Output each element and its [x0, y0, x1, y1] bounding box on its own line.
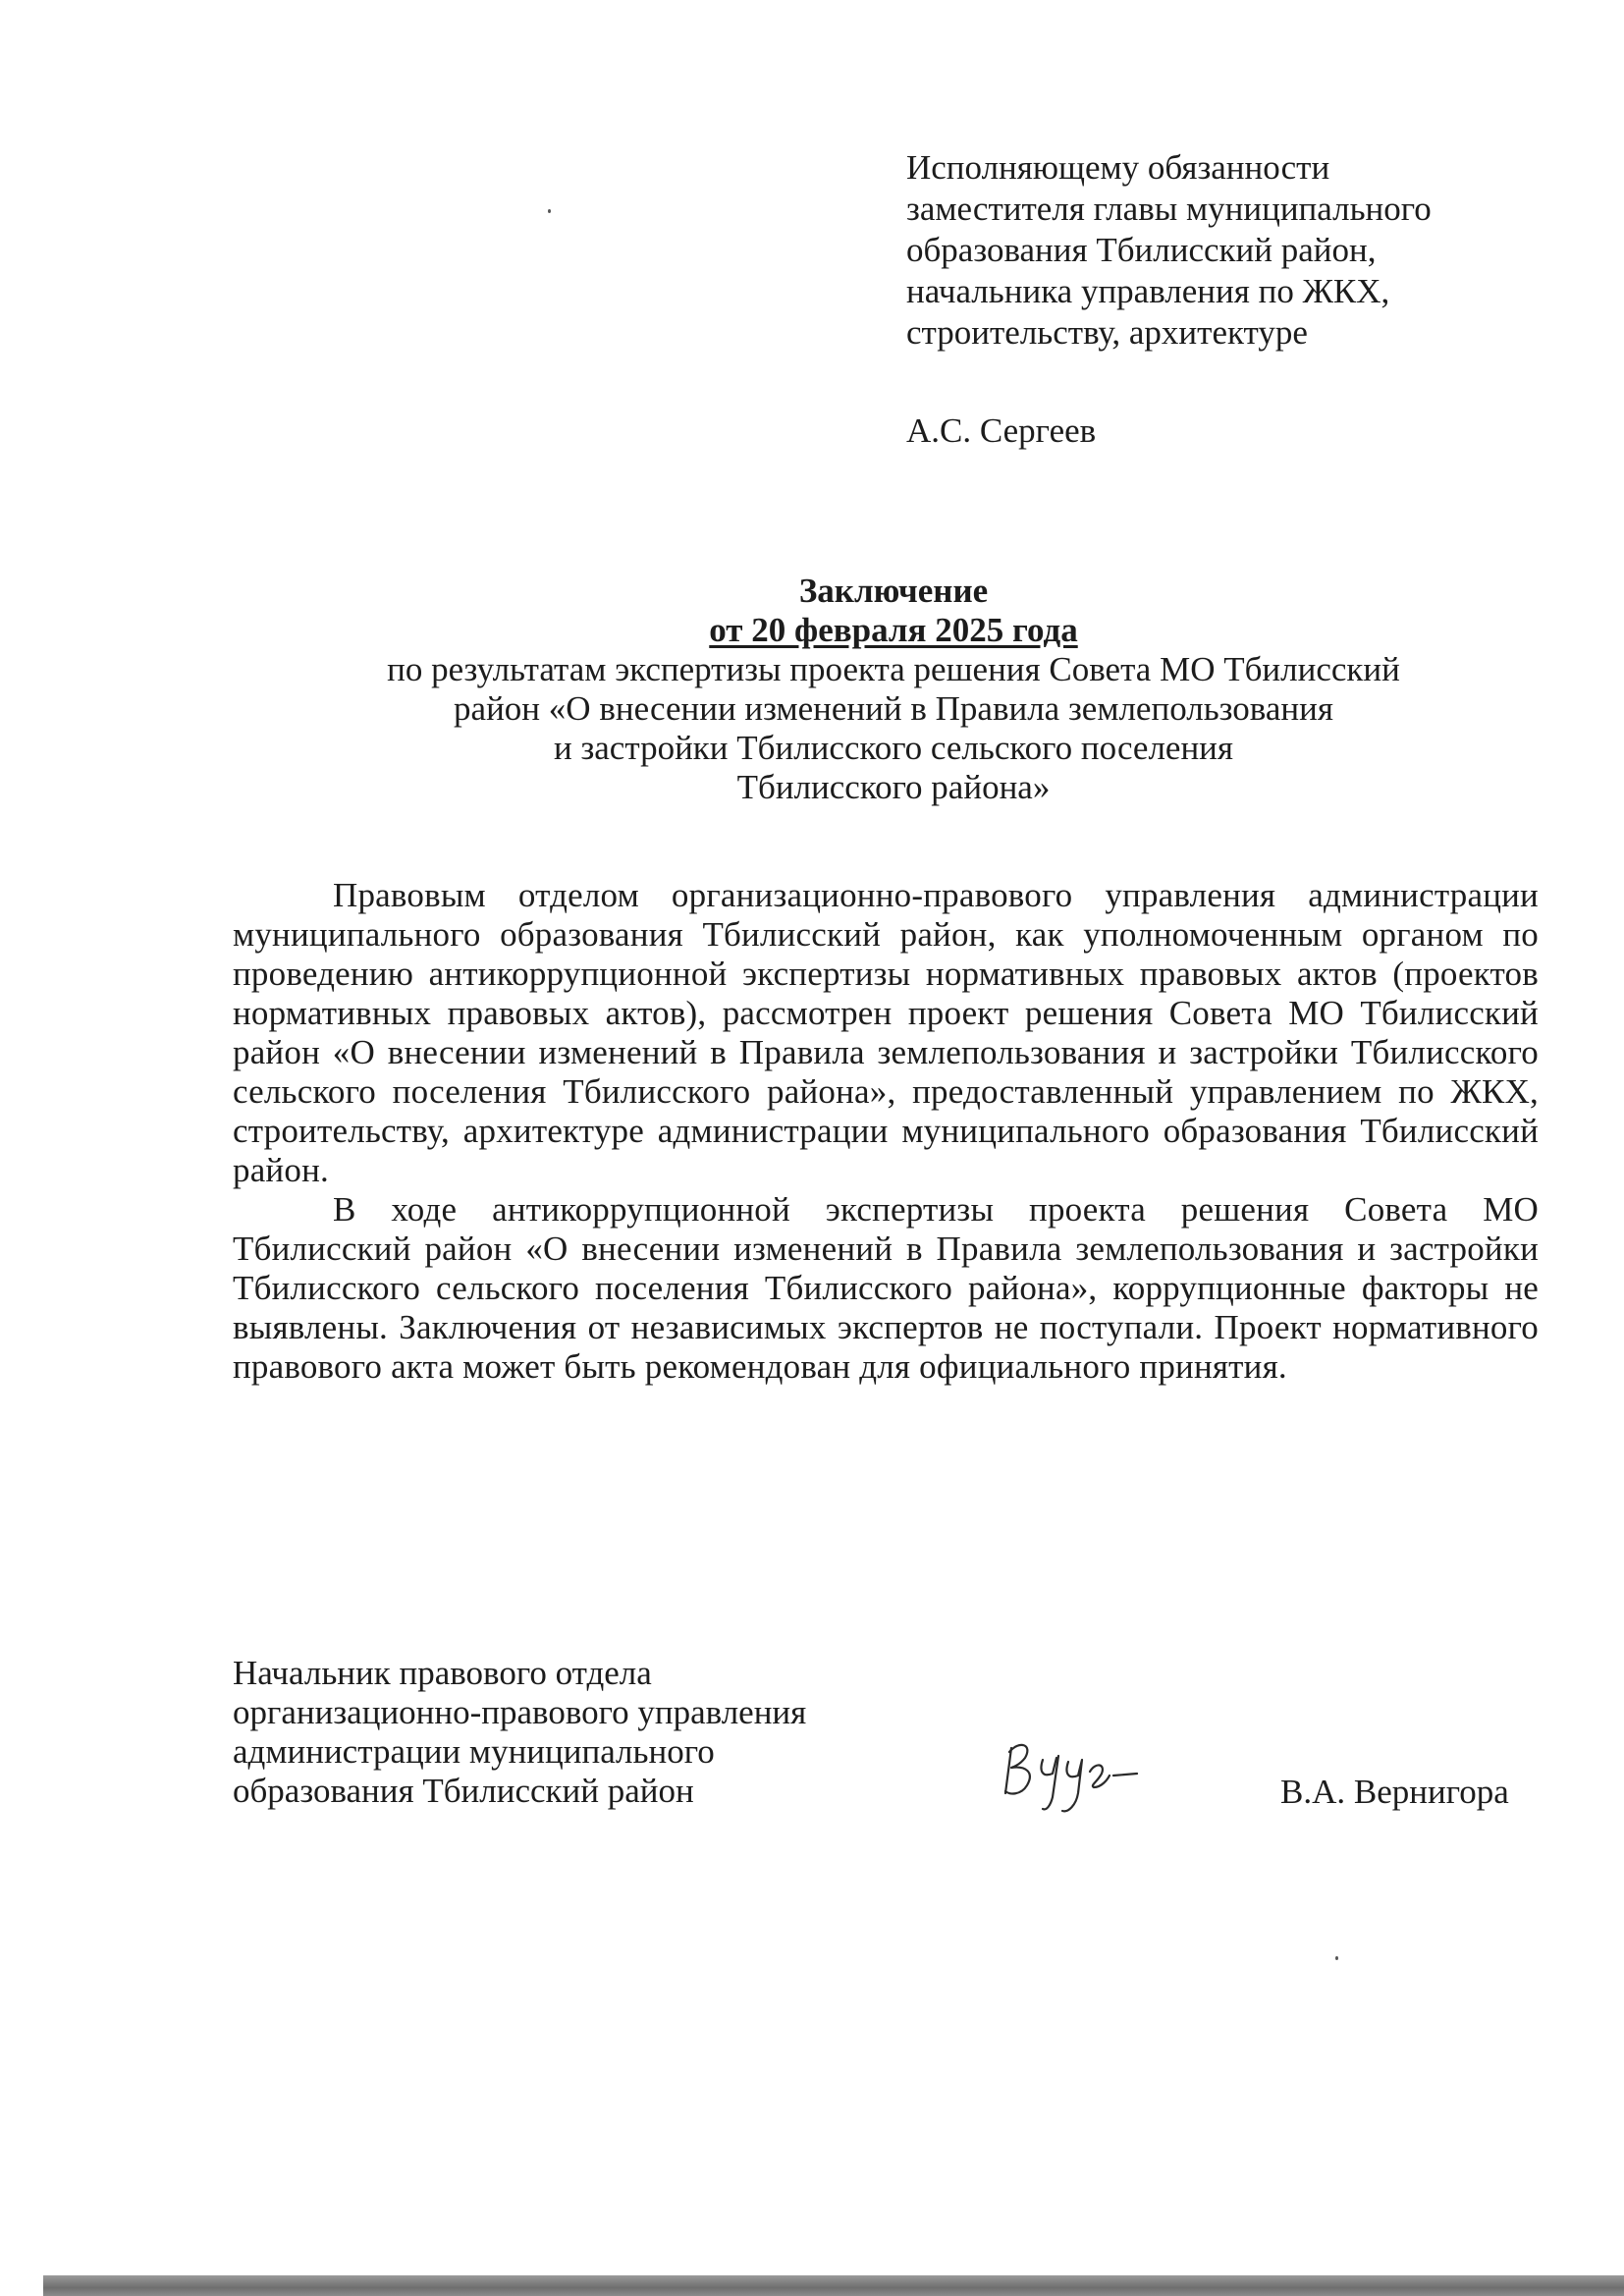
signer-name: В.А. Вернигора	[1280, 1773, 1509, 1811]
signatory-position-line: организационно-правового управления	[233, 1693, 807, 1731]
addressee-line: начальника управления по ЖКХ,	[906, 272, 1390, 310]
handwritten-signature	[1000, 1732, 1166, 1826]
signatory-position-line: администрации муниципального	[233, 1732, 715, 1771]
addressee-line: строительству, архитектуре	[906, 313, 1308, 352]
body-paragraph: Правовым отделом организационно-правового управления администрации муниципального образования Тбилисский район, как уполномоченным органом по проведению антикоррупционной экспертизы нормативных правовых актов (проектов нормативных правовых актов), рассмотрен проект решения Совета МО Тбилисский район «О внесении изменений в Правила землепользования и застройки Тбилисского сельского поселения Тбилисского района», предоставленный управлением по ЖКХ, строительству, архитектуре администрации муниципального образования Тбилисский район.	[233, 876, 1539, 1189]
addressee-line: заместителя главы муниципального	[906, 190, 1432, 228]
document-title: Заключение	[798, 572, 989, 610]
body-paragraph: В ходе антикоррупционной экспертизы проекта решения Совета МО Тбилисский район «О внесении изменений в Правила землепользования и застройки Тбилисского сельского поселения Тбилисского района», коррупционные факторы не выявлены. Заключения от независимых экспертов не поступали. Проект нормативного правового акта может быть рекомендован для официального принятия.	[233, 1190, 1539, 1386]
signatory-position-line: Начальник правового отдела	[233, 1654, 652, 1692]
document-subject-line: по результатам экспертизы проекта решения Совета МО Тбилисский	[387, 650, 1400, 688]
scan-edge-band	[43, 2275, 1624, 2296]
addressee-name: А.С. Сергеев	[906, 411, 1097, 450]
document-subject-line: и застройки Тбилисского сельского поселения	[553, 729, 1234, 767]
signatory-position-line: образования Тбилисский район	[233, 1772, 694, 1810]
document-body	[233, 876, 1539, 1387]
scan-speck	[548, 209, 551, 213]
document-subject-line: район «О внесении изменений в Правила землепользования	[454, 689, 1333, 728]
addressee-line: Исполняющему обязанности	[906, 148, 1330, 187]
document-date: от 20 февраля 2025 года	[709, 611, 1078, 649]
addressee-block	[906, 147, 1535, 354]
signatory-position	[233, 1654, 806, 1811]
document-subject-line: Тбилисского района»	[736, 768, 1051, 806]
scan-speck	[1335, 1956, 1338, 1960]
document-header	[226, 572, 1561, 807]
addressee-line: образования Тбилисский район,	[906, 231, 1377, 269]
